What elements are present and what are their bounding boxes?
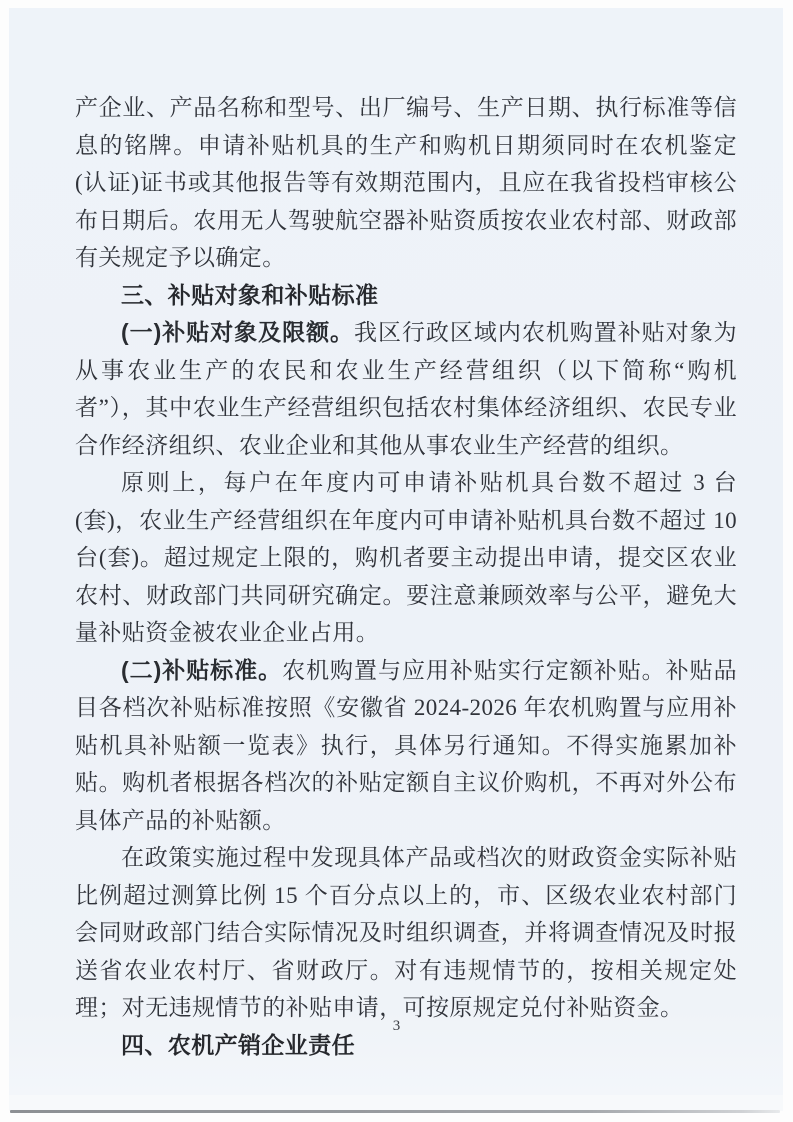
heading-section-3-subsidy-targets-and-standards: 三、补贴对象和补贴标准: [121, 281, 379, 308]
paragraph-annual-quantity-limits: 原则上，每户在年度内可申请补贴机具台数不超过 3 台(套)，农业生产经营组织在年度内可申请补贴机具台数不超过 10 台(套)。超过规定上限的，购机者要主动提出申请，提交区农业农村、财政部门共同研究确定。要注意兼顾效率与公平，避免大量补贴资金被农业企业占用。: [75, 470, 737, 645]
paragraph-text-subsidy-targets: 我区行政区域内农机购置补贴对象为从事农业生产的农民和农业生产经营组织（以下简称“购机者”），其中农业生产经营组织包括农村集体经济组织、农民专业合作经济组织、农业企业和其他从事农业生产经营的组织。: [75, 320, 737, 458]
paragraph-lead-subsidy-targets: (一)补贴对象及限额。: [121, 319, 355, 345]
paragraph-text-subsidy-standards: 农机购置与应用补贴实行定额补贴。补贴品目各档次补贴标准按照《安徽省 2024-2026 年农机购置与应用补贴机具补贴额一览表》执行，具体另行通知。不得实施累加补贴。购机者根据各档次的补贴定额自主议价购机，不再对外公布具体产品的补贴额。: [75, 657, 737, 833]
paragraph-subsidy-standards: [75, 652, 737, 840]
document-body: [75, 89, 737, 1064]
page-number: 3: [392, 1018, 401, 1034]
scan-edge-shadow: [10, 1110, 780, 1113]
paragraph-lead-subsidy-standards: (二)补贴标准。: [121, 656, 283, 683]
scan-bottom-strip: [9, 1095, 783, 1111]
paragraph-nameplate-requirements: 产企业、产品名称和型号、出厂编号、生产日期、执行标准等信息的铭牌。申请补贴机具的生产和购机日期须同时在农机鉴定(认证)证书或其他报告等有效期范围内，且应在我省投档审核公布日期后。农用无人驾驶航空器补贴资质按农业农村部、财政部有关规定予以确定。: [75, 95, 737, 270]
heading-section-4-enterprise-responsibilities: 四、农机产销企业责任: [121, 1031, 355, 1058]
paragraph-subsidy-targets-and-limits: [75, 314, 737, 464]
paragraph-policy-implementation-oversight: 在政策实施过程中发现具体产品或档次的财政资金实际补贴比例超过测算比例 15 个百分点以上的，市、区级农业农村部门会同财政部门结合实际情况及时组织调查，并将调查情况及时报送省农业农村厅、省财政厅。对有违规情节的，按相关规定处理；对无违规情节的补贴申请，可按原规定兑付补贴资金。: [75, 845, 737, 1020]
